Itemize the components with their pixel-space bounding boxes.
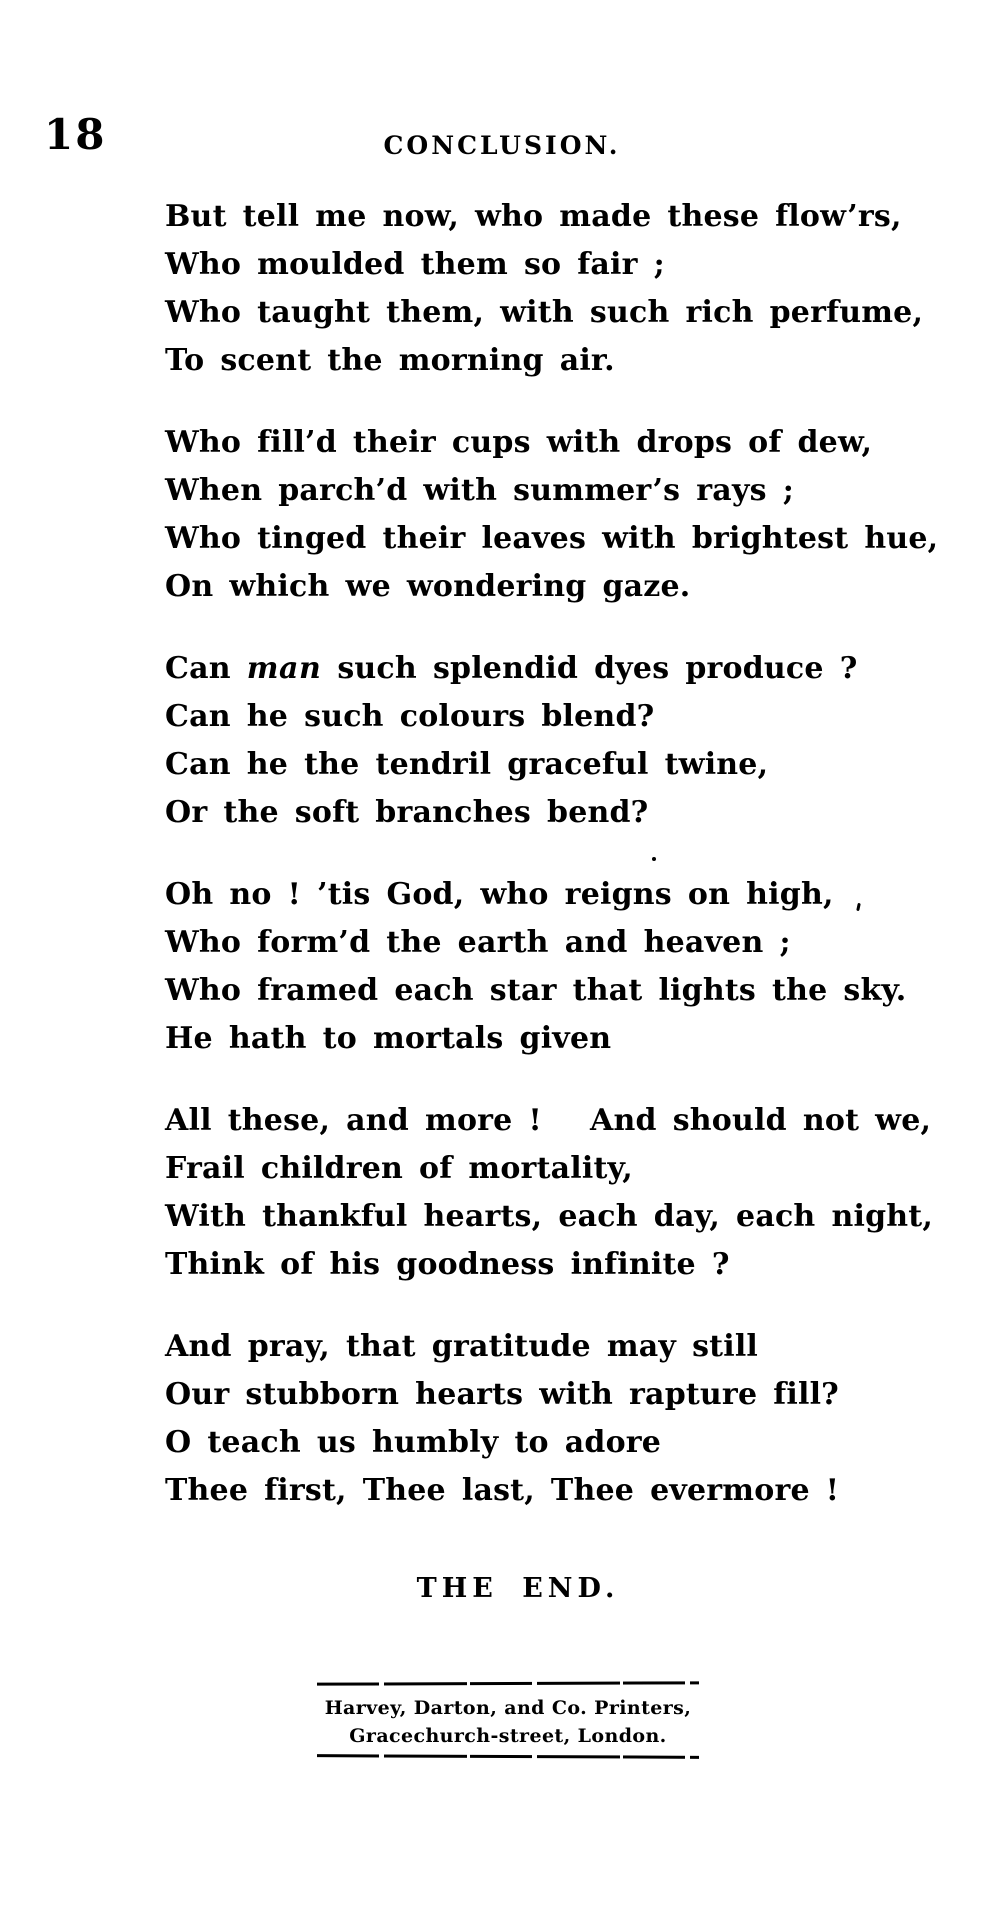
poem-line	[165, 467, 938, 515]
text-segment: Who moulded them so fair ;	[165, 247, 665, 282]
text-segment: O teach us humbly to adore	[165, 1425, 662, 1460]
text-segment: But tell me now, who made these flow’rs,	[165, 199, 902, 234]
text-segment: He hath to mortals given	[165, 1021, 612, 1056]
stanza	[165, 193, 938, 385]
text-segment: Frail children of mortality,	[165, 1151, 633, 1186]
poem-line	[165, 241, 938, 289]
text-segment: When parch’d with summer’s rays ;	[165, 473, 794, 508]
running-header: CONCLUSION.	[383, 131, 621, 160]
scan-speck	[652, 857, 656, 861]
imprint-line-2: Gracechurch-street, London.	[349, 1725, 667, 1747]
poem-line	[165, 645, 938, 693]
text-segment: Can	[165, 651, 247, 686]
text-segment: Or the soft branches bend?	[165, 795, 649, 830]
text-segment: such splendid dyes produce ?	[321, 651, 858, 686]
text-segment: Oh no ! ’tis God, who reigns on high,	[165, 877, 834, 912]
poem-line	[165, 919, 938, 967]
text-segment: Who form’d the earth and heaven ;	[165, 925, 791, 960]
imprint-rule-bottom	[317, 1754, 699, 1759]
text-segment: Can he the tendril graceful twine,	[165, 747, 769, 782]
the-end-label: THE END.	[416, 1573, 620, 1604]
poem-line	[165, 741, 938, 789]
text-segment: All these, and more ! And should not we,	[165, 1103, 932, 1138]
poem-line	[165, 563, 938, 611]
poem-line	[165, 693, 938, 741]
stanza	[165, 419, 938, 611]
italic-word: man	[246, 651, 322, 686]
printer-imprint	[317, 1682, 699, 1758]
text-segment: With thankful hearts, each day, each night,	[165, 1199, 933, 1234]
poem-line	[165, 337, 938, 385]
stanza	[165, 1097, 938, 1289]
stanza	[165, 1323, 938, 1515]
poem-line	[165, 1241, 938, 1289]
stanza	[165, 871, 938, 1063]
poem	[165, 193, 938, 1549]
text-segment: Who taught them, with such rich perfume,	[165, 295, 924, 330]
poem-line	[165, 193, 938, 241]
stanza	[165, 645, 938, 837]
text-segment: Can he such colours blend?	[165, 699, 655, 734]
text-segment: Who fill’d their cups with drops of dew,	[165, 425, 873, 460]
text-segment: Our stubborn hearts with rapture fill?	[165, 1377, 839, 1412]
text-segment: Who tinged their leaves with brightest hue,	[165, 521, 939, 556]
poem-line	[165, 871, 938, 919]
poem-line	[165, 1467, 938, 1515]
page-number: 18	[44, 110, 107, 159]
poem-line	[165, 419, 938, 467]
poem-line	[165, 967, 938, 1015]
poem-line	[165, 1323, 938, 1371]
poem-line	[165, 1193, 938, 1241]
text-segment: On which we wondering gaze.	[165, 569, 691, 604]
poem-line	[165, 1419, 938, 1467]
poem-line	[165, 1145, 938, 1193]
imprint-line-1: Harvey, Darton, and Co. Printers,	[324, 1697, 692, 1719]
text-segment: Thee first, Thee last, Thee evermore !	[165, 1473, 840, 1508]
text-segment: And pray, that gratitude may still	[165, 1329, 759, 1364]
text-segment: To scent the morning air.	[165, 343, 615, 378]
text-segment: Think of his goodness infinite ?	[165, 1247, 730, 1282]
poem-line	[165, 789, 938, 837]
imprint-rule-top	[317, 1681, 699, 1685]
poem-line	[165, 515, 938, 563]
poem-line	[165, 1097, 938, 1145]
text-segment: Who framed each star that lights the sky.	[165, 973, 907, 1008]
poem-line	[165, 1015, 938, 1063]
poem-line	[165, 1371, 938, 1419]
poem-line	[165, 289, 938, 337]
